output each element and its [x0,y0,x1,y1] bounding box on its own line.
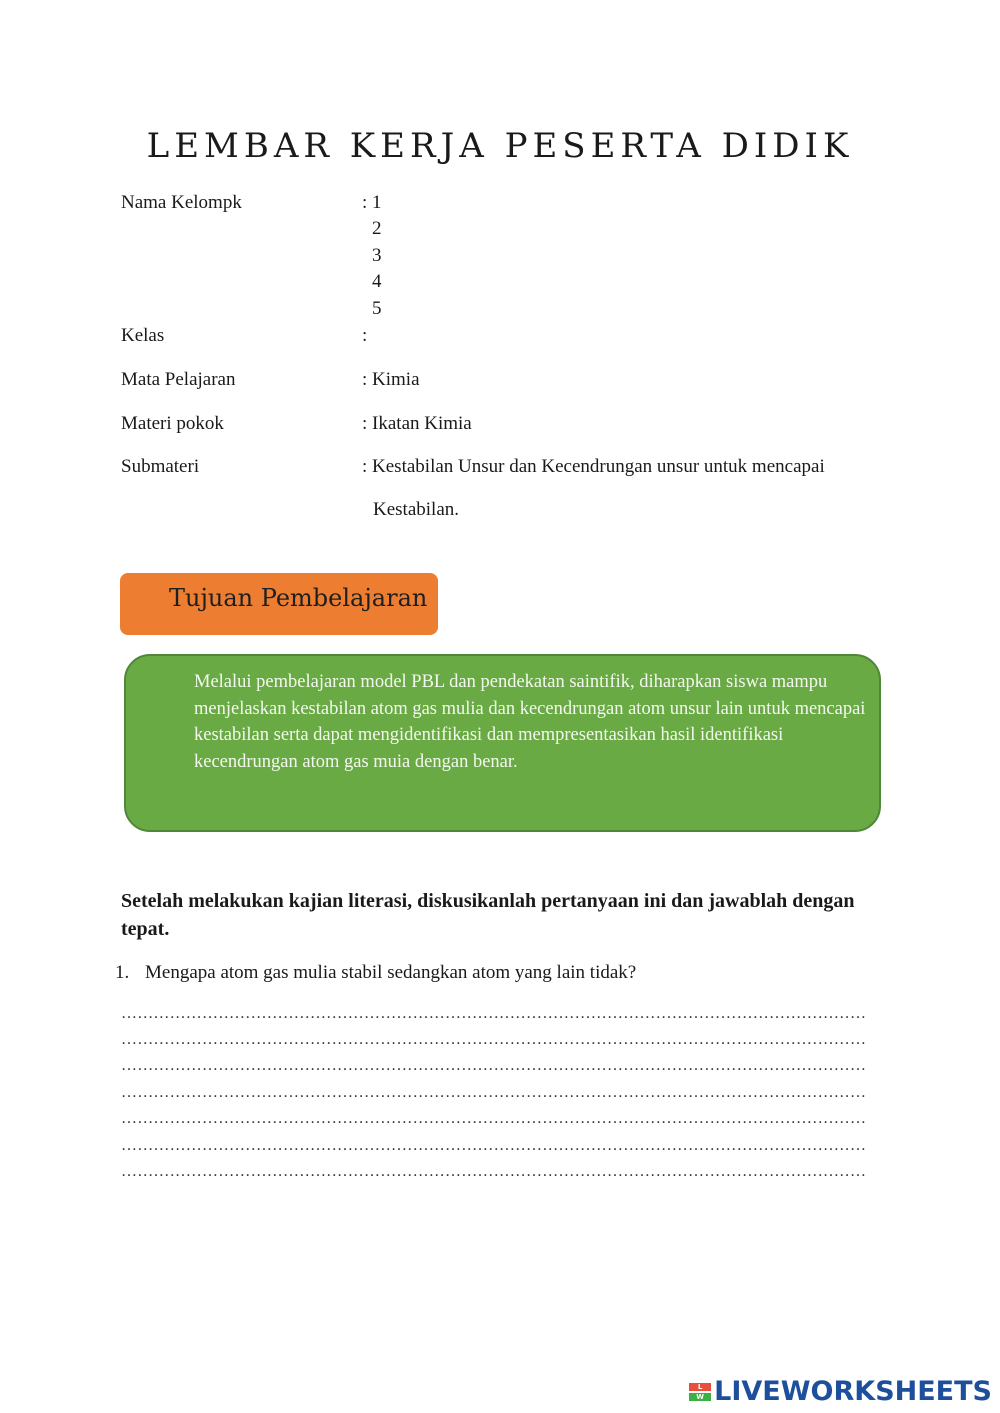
answer-line[interactable]: ………………………………………………………………………………………………………………………… [121,1139,866,1153]
subtopic-value-continued: Kestabilan. [373,499,460,520]
subtopic-value: : Kestabilan Unsur dan Kecendrungan unsur untuk mencapai [362,456,825,477]
instruction-text: Setelah melakukan kajian literasi, diskusikanlah pertanyaan ini dan jawablah dengan tepat. [121,890,855,940]
group-member-4: 4 [372,271,382,292]
subject-label: Mata Pelajaran [121,369,236,390]
class-value: : [362,325,368,346]
page-title: LEMBAR KERJA PESERTA DIDIK [146,126,854,166]
answer-line[interactable]: ………………………………………………………………………………………………………………………… [121,1007,866,1021]
group-member-2: 2 [372,218,382,239]
answer-line[interactable]: ………………………………………………………………………………………………………………………… [121,1112,866,1126]
question-text: Mengapa atom gas mulia stabil sedangkan atom yang lain tidak? [145,962,637,983]
logo-letter-w: W [689,1393,711,1401]
question-number: 1. [115,962,130,983]
subject-value: : Kimia [362,369,420,390]
learning-goal-text: Melalui pembelajaran model PBL dan pendekatan saintifik, diharapkan siswa mampu menjelaskan kestabilan atom gas mulia dan kecendrungan atom unsur lain untuk mencapai kestabilan serta dapat mengidentifikasi dan mempresentasikan hasil identifikasi kecendrungan atom gas muia dengan benar. [194,672,866,772]
answer-line[interactable]: ………………………………………………………………………………………………………………………… [121,1059,866,1073]
topic-value: : Ikatan Kimia [362,413,472,434]
liveworksheets-wordmark: LIVEWORKSHEETS [714,1376,992,1407]
class-label: Kelas [121,325,165,346]
answer-line[interactable]: ………………………………………………………………………………………………………………………… [121,1086,866,1100]
learning-goal-heading: Tujuan Pembelajaran [169,584,428,612]
liveworksheets-icon [689,1382,711,1402]
group-member-3: 3 [372,245,382,266]
group-member-1: : 1 [362,192,382,213]
answer-line[interactable]: ………………………………………………………………………………………………………………………… [121,1165,866,1179]
group-label: Nama Kelompk [121,192,242,213]
logo-letter-l: L [689,1383,711,1391]
group-member-5: 5 [372,298,382,319]
answer-line[interactable]: ………………………………………………………………………………………………………………………… [121,1033,866,1047]
learning-goal-header [120,573,438,635]
learning-goal-box [124,654,881,832]
subtopic-label: Submateri [121,456,200,477]
liveworksheets-logo [689,1376,992,1407]
topic-label: Materi pokok [121,413,224,434]
